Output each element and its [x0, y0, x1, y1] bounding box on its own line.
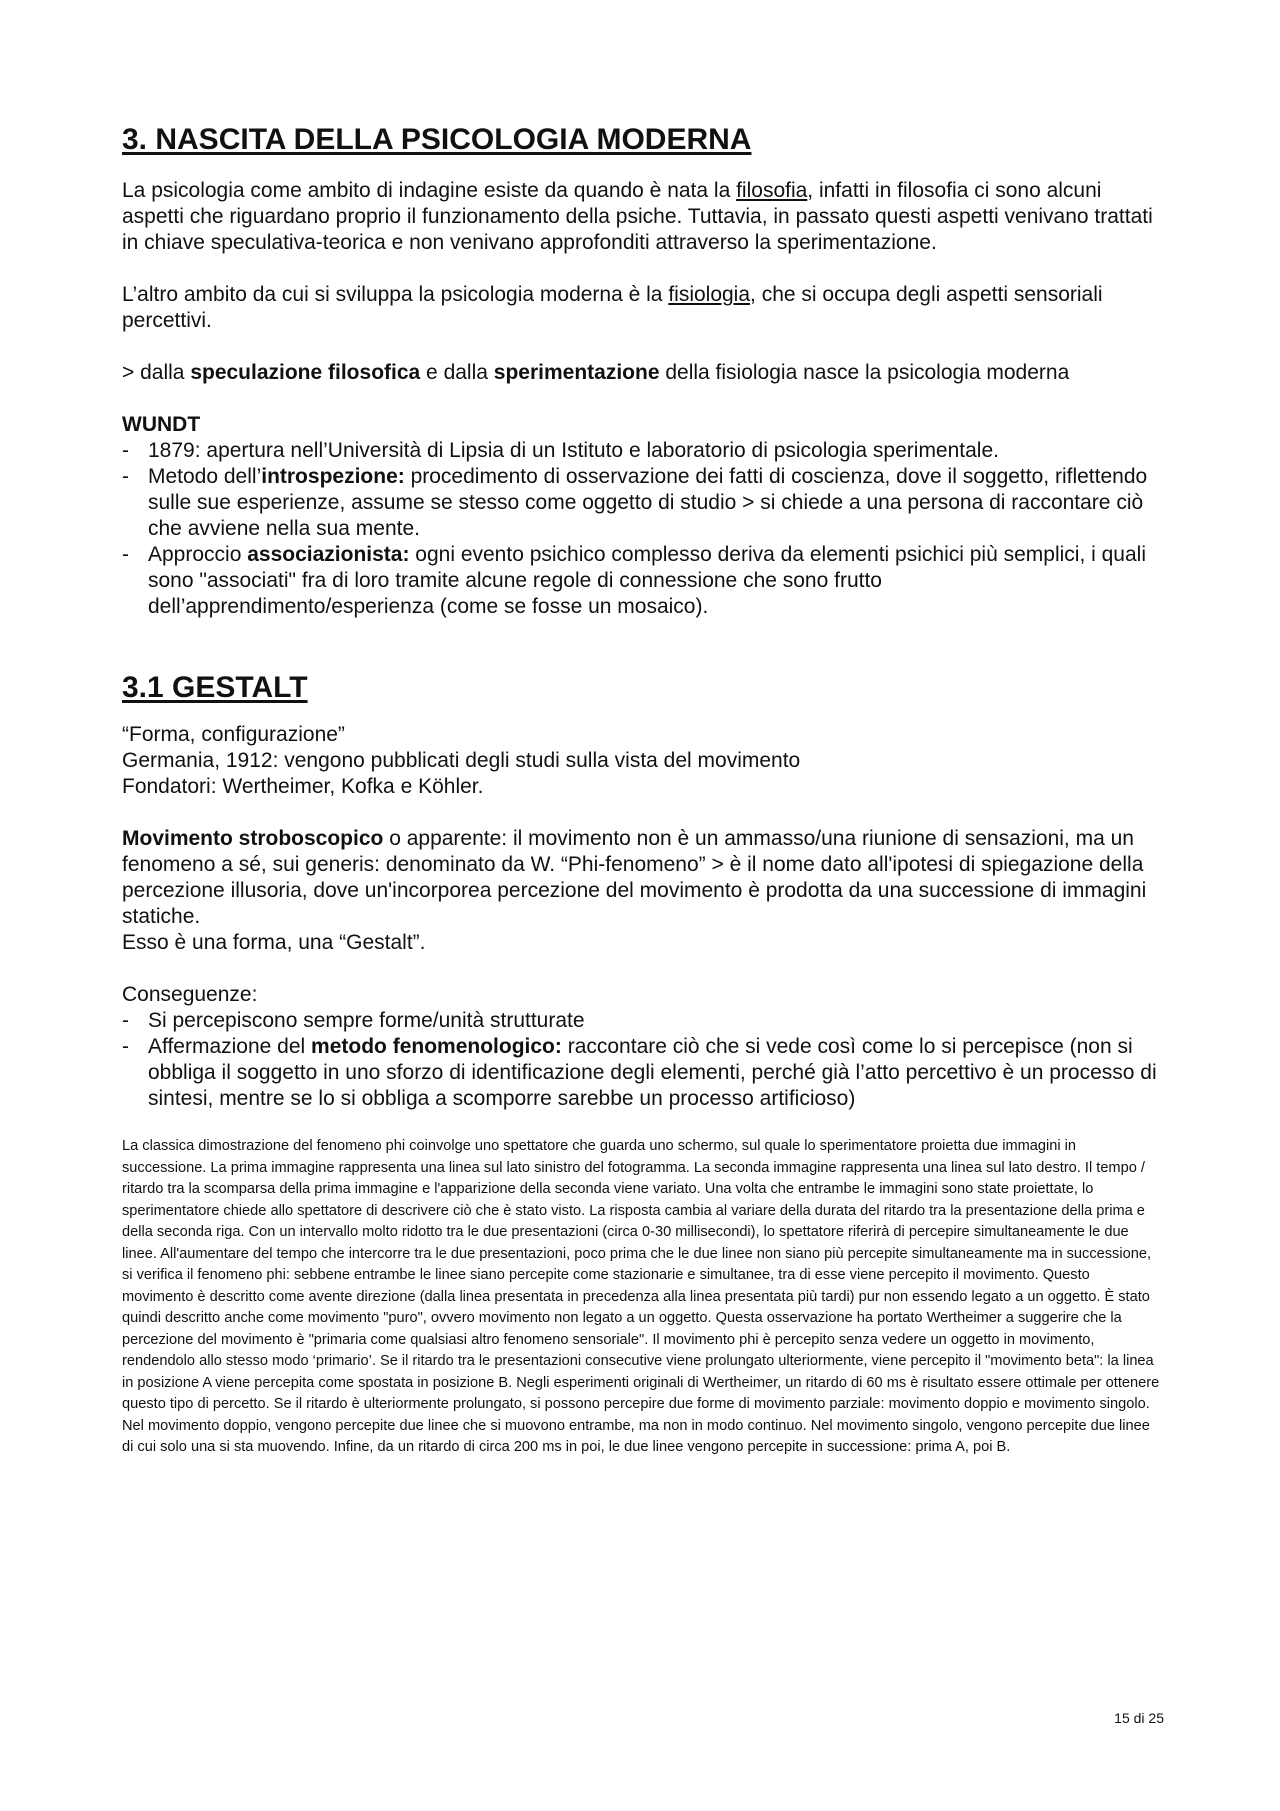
page-number: 15 di 25 [1114, 1710, 1164, 1726]
section-title-nascita: 3. NASCITA DELLA PSICOLOGIA MODERNA [122, 123, 752, 156]
list-item: - Approccio associazionista: ogni evento psichico complesso deriva da elementi psichici più semplici, i quali sono "associati" fra di loro tramite alcune regole di connessione che sono frutto dell’apprendimento/esperienza (come se fosse un mosaico). [122, 543, 1146, 618]
list-item: - Si percepiscono sempre forme/unità strutturate [122, 1009, 585, 1032]
gestalt-form-line: Esso è una forma, una “Gestalt”. [122, 931, 426, 954]
paragraph-fisiologia: L’altro ambito da cui si sviluppa la psicologia moderna è la fisiologia, che si occupa degli aspetti sensoriali percettivi. [122, 283, 1103, 332]
consequences-label: Conseguenze: [122, 983, 258, 1006]
wundt-heading: WUNDT [122, 413, 201, 436]
phi-phenomenon-note: La classica dimostrazione del fenomeno phi coinvolge uno spettatore che guarda uno schermo, sul quale lo sperimentatore proietta due immagini in successione. La prima immagine rappresenta una linea sul lato sinistro del fotogramma. La seconda immagine rappresenta una linea sul lato destro. Il tempo / ritardo tra la scomparsa della prima immagine e l'apparizione della seconda viene variato. Una volta che entrambe le immagini sono state proiettate, lo sperimentatore chiede allo spettatore di descrivere ciò che è stato visto. La risposta cambia al variare della durata del ritardo tra la presentazione della prima e della seconda riga. Con un intervallo molto ridotto tra le due presentazioni (circa 0-30 millisecondi), lo spettatore riferirà di percepire simultaneamente le due linee. All'aumentare del tempo che intercorre tra le due presentazioni, poco prima che le due linee non siano più percepite simultaneamente ma in successione, si verifica il fenomeno phi: sebbene entrambe le linee siano percepite come stazionarie e simultanee, tra di esse viene percepito il movimento. Questo movimento è descritto come avente direzione (dalla linea presentata in precedenza alla linea presentata più tardi) pur non essendo legato a un oggetto. È stato quindi descritto anche come movimento "puro", ovvero movimento non legato a un oggetto. Questa osservazione ha portato Wertheimer a suggerire che la percezione del movimento è "primaria come qualsiasi altro fenomeno sensoriale". Il movimento phi è percepito senza vedere un oggetto in movimento, rendendolo allo stesso modo ‘primario’. Se il ritardo tra le presentazioni consecutive viene prolungato ulteriormente, viene percepito il "movimento beta": la linea in posizione A viene percepita come spostata in posizione B. Negli esperimenti originali di Wertheimer, un ritardo di 60 ms è risultato essere ottimale per ottenere questo tipo di percetto. Se il ritardo è ulteriormente prolungato, si possono percepire due forme di movimento parziale: movimento doppio e movimento singolo. Nel movimento doppio, vengono percepite due linee che si muovono entrambe, ma non in modo continuo. Nel movimento singolo, vengono percepite due linee di cui solo una si sta muovendo. Infine, da un ritardo di circa 200 ms in poi, le due linee vengono percepite in successione: prima A, poi B. [122, 1138, 1160, 1455]
gestalt-date: Germania, 1912: vengono pubblicati degli studi sulla vista del movimento [122, 749, 801, 772]
section-title-gestalt: 3.1 GESTALT [122, 671, 308, 704]
list-item: - 1879: apertura nell’Università di Lipsia di un Istituto e laboratorio di psicologia sperimentale. [122, 439, 999, 462]
paragraph-stroboscopico: Movimento stroboscopico o apparente: il movimento non è un ammasso/una riunione di sensazioni, ma un fenomeno a sé, sui generis: denominato da W. “Phi-fenomeno” > è il nome dato all'ipotesi di spiegazione della percezione illusoria, dove un'incorporea percezione del movimento è prodotta da una successione di immagini statiche. [122, 827, 1147, 928]
paragraph-conclusion: > dalla speculazione filosofica e dalla sperimentazione della fisiologia nasce la psicologia moderna [122, 361, 1070, 384]
wundt-list [122, 438, 1162, 620]
term-fisiologia: fisiologia [668, 283, 751, 306]
paragraph-filosofia: La psicologia come ambito di indagine esiste da quando è nata la filosofia, infatti in filosofia ci sono alcuni aspetti che riguardano proprio il funzionamento della psiche. Tuttavia, in passato questi aspetti venivano trattati in chiave speculativa-teorica e non venivano approfonditi attraverso la sperimentazione. [122, 179, 1153, 254]
dash-bullet-icon: - [122, 1035, 129, 1058]
consequences-list [122, 1008, 1162, 1112]
dash-bullet-icon: - [122, 543, 129, 566]
list-item: - Affermazione del metodo fenomenologico: raccontare ciò che si vede così come lo si percepisce (non si obbliga il soggetto in uno sforzo di identificazione degli elementi, perché già l’atto percettivo è un processo di sintesi, mentre se lo si obbliga a scomporre sarebbe un processo artificioso) [122, 1035, 1157, 1110]
document-page [122, 118, 1162, 1459]
dash-bullet-icon: - [122, 465, 129, 488]
dash-bullet-icon: - [122, 1009, 129, 1032]
list-item: - Metodo dell’introspezione: procedimento di osservazione dei fatti di coscienza, dove il soggetto, riflettendo sulle sue esperienze, assume se stesso come oggetto di studio > si chiede a una persona di raccontare ciò che avviene nella sua mente. [122, 465, 1148, 540]
term-filosofia: filosofia [736, 179, 808, 202]
gestalt-founders: Fondatori: Wertheimer, Kofka e Köhler. [122, 775, 484, 798]
dash-bullet-icon: - [122, 439, 129, 462]
gestalt-definition: “Forma, configurazione” [122, 723, 345, 746]
